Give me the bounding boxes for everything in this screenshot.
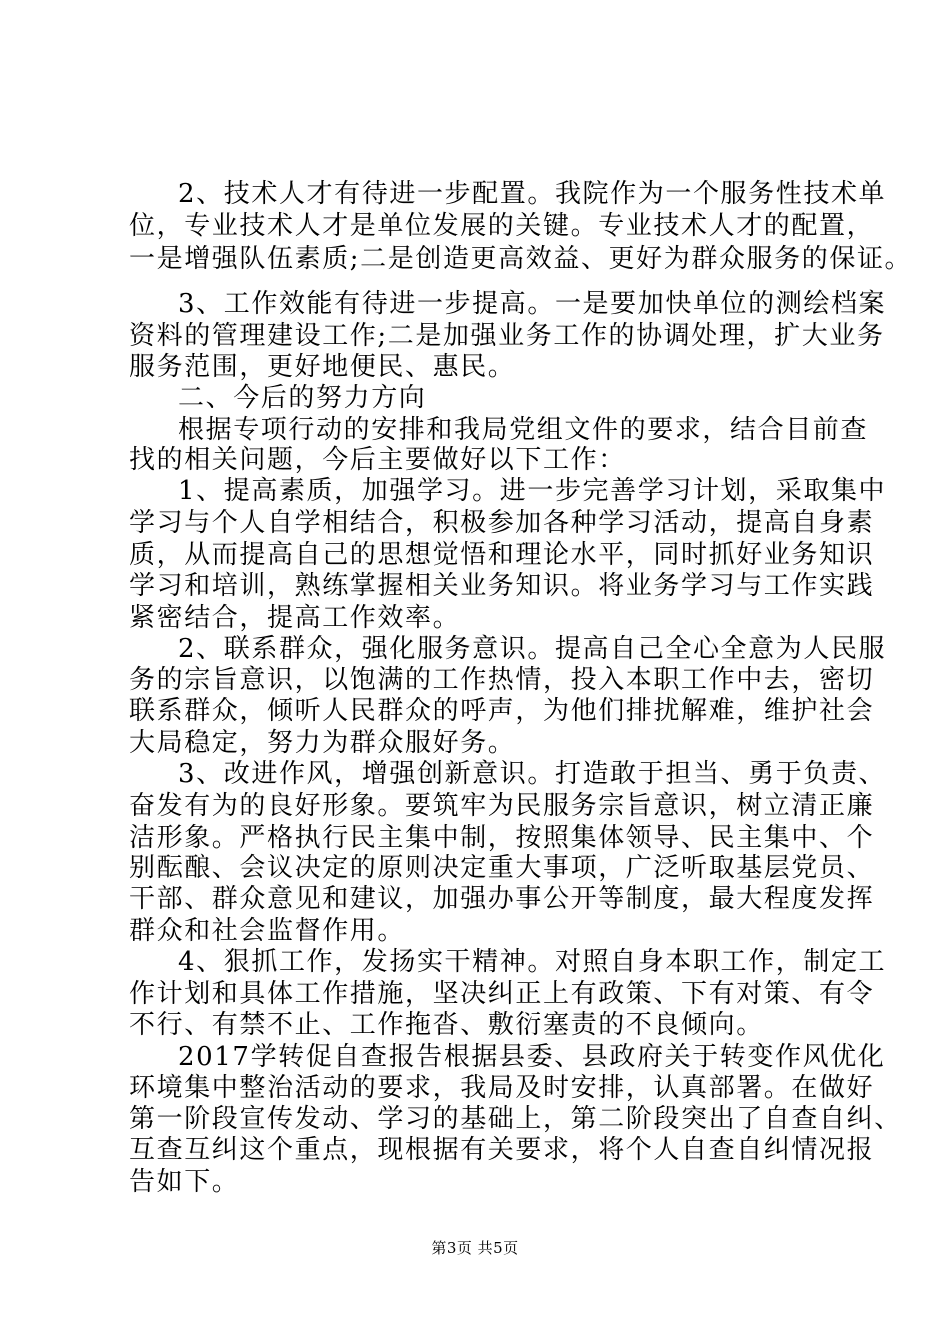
paragraph-line: 别酝酿、会议决定的原则决定重大事项，广泛听取基层党员、 [129,853,875,883]
paragraph-line: 大局稳定，努力为群众服好务。 [129,728,516,758]
paragraph-line: 环境集中整治活动的要求，我局及时安排，认真部署。在做好 [129,1073,875,1103]
paragraph-line: 告如下。 [129,1167,240,1197]
paragraph-line: 1、提高素质，加强学习。进一步完善学习计划，采取集中 [178,476,887,506]
paragraph-line: 2、技术人才有待进一步配置。我院作为一个服务性技术单 [178,179,887,209]
paragraph-line: 紧密结合，提高工作效率。 [129,603,461,633]
paragraph-line: 3、工作效能有待进一步提高。一是要加快单位的测绘档案 [178,289,887,319]
paragraph-line: 第一阶段宣传发动、学习的基础上，第二阶段突出了自查自纠、 [129,1104,902,1134]
paragraph-line: 群众和社会监督作用。 [129,916,406,946]
paragraph-line: 奋发有为的良好形象。要筑牢为民服务宗旨意识，树立清正廉 [129,791,875,821]
paragraph-line: 资料的管理建设工作;二是加强业务工作的协调处理，扩大业务 [129,321,885,351]
paragraph-line: 联系群众，倾听人民群众的呼声，为他们排扰解难，维护社会 [129,696,875,726]
paragraph-line: 根据专项行动的安排和我局党组文件的要求，结合目前查 [178,415,869,445]
paragraph-line: 质，从而提高自己的思想觉悟和理论水平，同时抓好业务知识 [129,540,875,570]
paragraph-line: 互查互纠这个重点，现根据有关要求，将个人自查自纠情况报 [129,1135,875,1165]
section-heading: 二、今后的努力方向 [178,383,427,413]
paragraph-line: 找的相关问题，今后主要做好以下工作： [129,445,626,475]
paragraph-line: 4、狠抓工作，发扬实干精神。对照自身本职工作，制定工 [178,947,887,977]
paragraph-line: 2、联系群众，强化服务意识。提高自己全心全意为人民服 [178,634,887,664]
paragraph-line: 洁形象。严格执行民主集中制，按照集体领导、民主集中、个 [129,823,875,853]
paragraph-line: 服务范围，更好地便民、惠民。 [129,352,516,382]
paragraph-line: 学习和培训，熟练掌握相关业务知识。将业务学习与工作实践 [129,571,875,601]
paragraph-line: 干部、群众意见和建议，加强办事公开等制度，最大程度发挥 [129,884,875,914]
page-number: 第3页 共5页 [431,1239,519,1257]
paragraph-line: 位，专业技术人才是单位发展的关键。专业技术人才的配置， [129,211,875,241]
paragraph-line: 务的宗旨意识，以饱满的工作热情，投入本职工作中去，密切 [129,665,875,695]
paragraph-line: 作计划和具体工作措施，坚决纠正上有政策、下有对策、有令 [129,979,875,1009]
paragraph-line: 一是增强队伍素质;二是创造更高效益、更好为群众服务的保证。 [129,244,913,274]
paragraph-line: 2017学转促自查报告根据县委、县政府关于转变作风优化 [178,1042,886,1072]
paragraph-line: 不行、有禁不止、工作拖沓、敷衍塞责的不良倾向。 [129,1010,764,1040]
paragraph-line: 3、改进作风，增强创新意识。打造敢于担当、勇于负责、 [178,759,887,789]
paragraph-line: 学习与个人自学相结合，积极参加各种学习活动，提高自身素 [129,508,875,538]
